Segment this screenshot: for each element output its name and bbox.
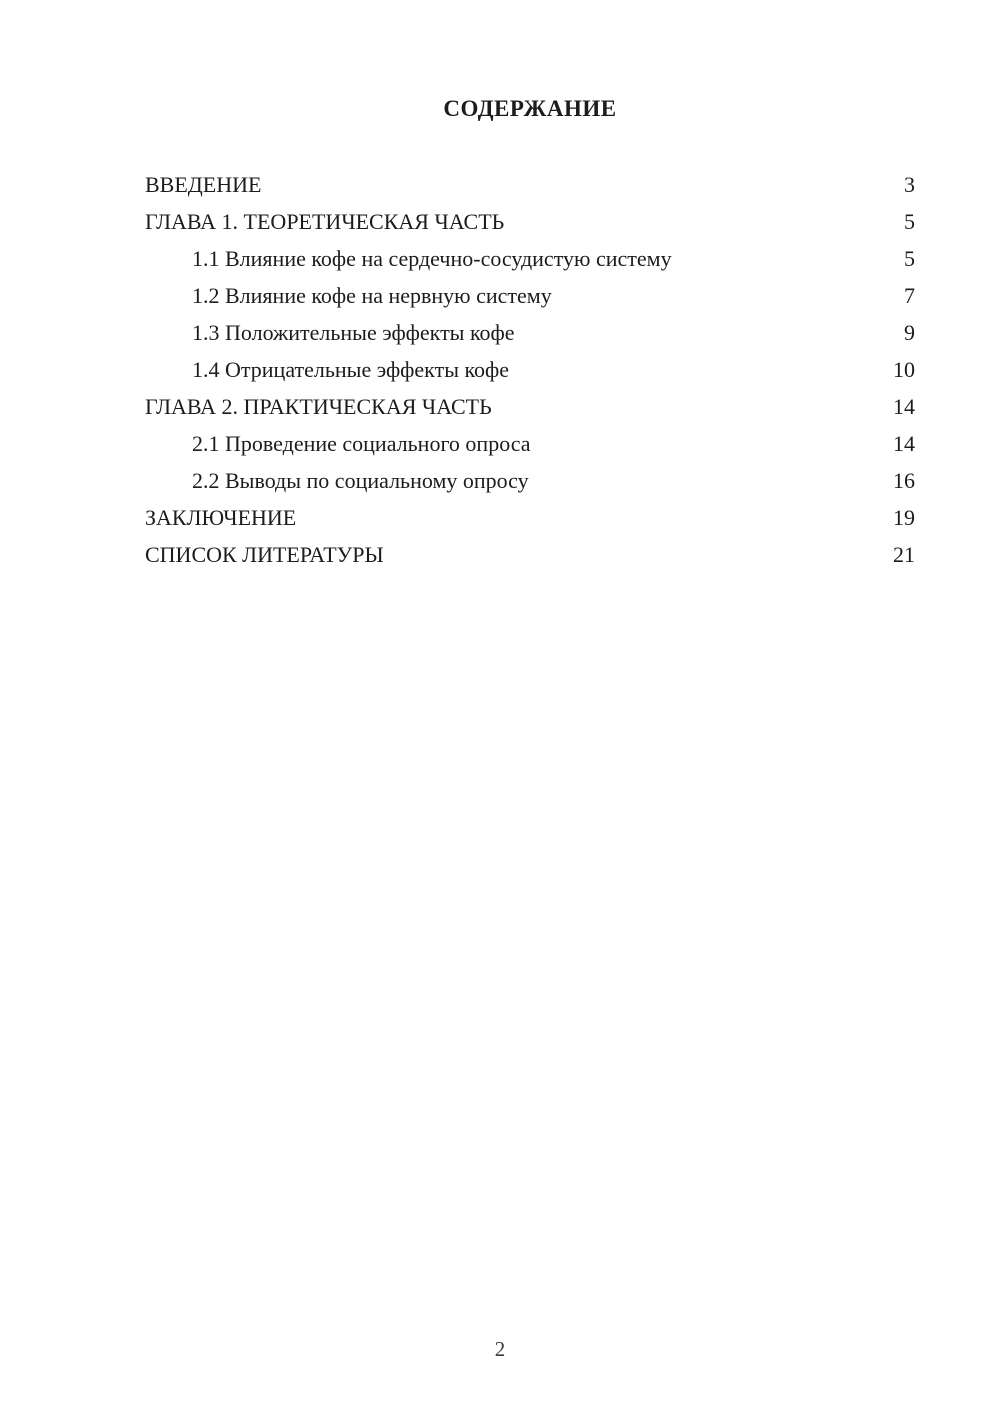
toc-row [145, 314, 915, 351]
toc-row [145, 388, 915, 425]
toc-row [145, 351, 915, 388]
toc-entry-label: ВВЕДЕНИЕ [145, 172, 262, 197]
toc-entry-label: 2.1 Проведение социального опроса [192, 431, 531, 456]
toc-entry-page: 10 [893, 357, 915, 382]
toc-row [145, 277, 915, 314]
toc-entry-page: 16 [893, 468, 915, 493]
toc-entry-page: 5 [904, 246, 915, 271]
toc-entry-page: 14 [893, 431, 915, 456]
toc-entry-page: 19 [893, 505, 915, 530]
toc-entry-label: ГЛАВА 2. ПРАКТИЧЕСКАЯ ЧАСТЬ [145, 394, 492, 419]
toc-entry-page: 5 [904, 209, 915, 234]
toc-row [145, 240, 915, 277]
toc-row [145, 462, 915, 499]
toc-entry-label: СПИСОК ЛИТЕРАТУРЫ [145, 542, 384, 567]
toc-entry-page: 7 [904, 283, 915, 308]
toc-entry-label: 2.2 Выводы по социальному опросу [192, 468, 529, 493]
page-number: 2 [494, 1337, 506, 1361]
toc-entry-page: 21 [893, 542, 915, 567]
toc-row [145, 203, 915, 240]
toc-entry-page: 9 [904, 320, 915, 345]
toc-entry-page: 14 [893, 394, 915, 419]
toc-entry-label: 1.2 Влияние кофе на нервную систему [192, 283, 552, 308]
toc-entry-label: 1.3 Положительные эффекты кофе [192, 320, 515, 345]
toc-row [145, 499, 915, 536]
toc-content [145, 96, 915, 573]
toc-entry-label: 1.4 Отрицательные эффекты кофе [192, 357, 510, 382]
toc-entry-label: ЗАКЛЮЧЕНИЕ [145, 505, 297, 530]
toc-list [145, 166, 915, 573]
toc-entry-label: 1.1 Влияние кофе на сердечно-сосудистую систему [192, 246, 672, 271]
toc-row [145, 425, 915, 462]
toc-row [145, 536, 915, 573]
toc-entry-label: ГЛАВА 1. ТЕОРЕТИЧЕСКАЯ ЧАСТЬ [145, 209, 505, 234]
toc-row [145, 166, 915, 203]
page-title: СОДЕРЖАНИЕ [443, 96, 617, 121]
toc-entry-page: 3 [904, 172, 915, 197]
